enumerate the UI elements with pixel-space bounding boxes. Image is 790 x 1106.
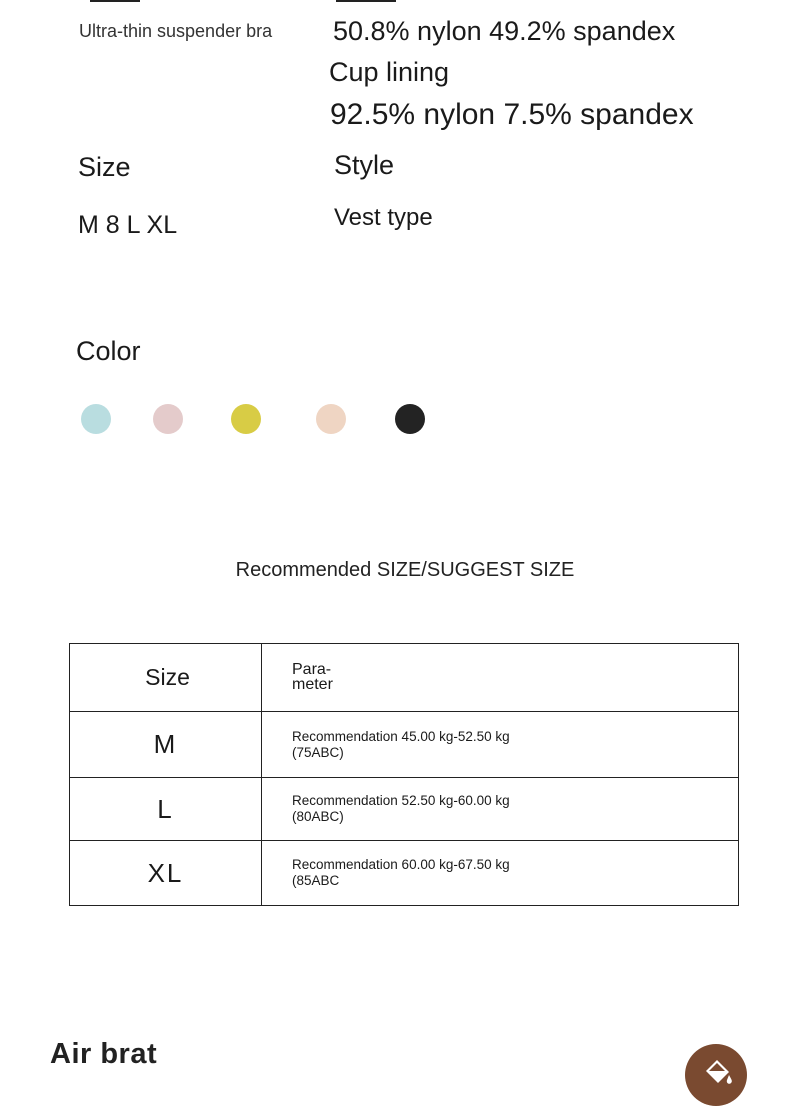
table-header-row: [70, 644, 739, 712]
recommendation-cell: [262, 841, 739, 906]
cut-off-heading-left: [90, 0, 140, 2]
style-value: Vest type: [334, 204, 433, 231]
fabric-line-1: 50.8% nylon 49.2% spandex: [333, 16, 676, 46]
size-label: Size: [78, 152, 131, 182]
color-swatch-light-blue[interactable]: [81, 404, 111, 434]
color-swatch-peach[interactable]: [316, 404, 346, 434]
size-cell: [70, 841, 262, 906]
color-swatch-black[interactable]: [395, 404, 425, 434]
size-table: [69, 643, 739, 906]
recommendation-cup: (85ABC: [292, 873, 340, 888]
size-cell: [70, 712, 262, 778]
size-cell: [70, 778, 262, 841]
product-name: Ultra-thin suspender bra: [79, 21, 273, 41]
color-label: Color: [76, 336, 141, 366]
recommendation-text: Recommendation 60.00 kg-67.50 kg: [292, 857, 510, 872]
header-size: Size: [145, 664, 190, 690]
table-row: [70, 778, 739, 841]
recommended-size-title: Recommended SIZE/SUGGEST SIZE: [235, 559, 575, 581]
size-l: L: [157, 793, 174, 824]
header-parameter-cell: [262, 644, 739, 712]
size-values: M 8 L XL: [78, 211, 178, 239]
color-swatch-pink[interactable]: [153, 404, 183, 434]
fabric-line-3: 92.5% nylon 7.5% spandex: [330, 98, 694, 131]
recommendation-cup: (75ABC): [292, 744, 344, 760]
recommendation-cell: [262, 778, 739, 841]
cut-off-heading-right: [336, 0, 396, 2]
size-xl: XL: [147, 857, 184, 888]
paint-bucket-button[interactable]: [685, 1044, 747, 1106]
size-m: M: [153, 729, 178, 759]
color-swatch-yellow[interactable]: [231, 404, 261, 434]
style-label: Style: [334, 150, 395, 180]
header-parameter: Para- meter: [292, 660, 333, 693]
fabric-line-2: Cup lining: [329, 57, 450, 87]
recommendation-cell: [262, 712, 739, 778]
recommendation-text: Recommendation 45.00 kg-52.50 kg: [292, 728, 510, 744]
recommendation-text: Recommendation 52.50 kg-60.00 kg: [292, 793, 510, 808]
table-row: [70, 841, 739, 906]
table-row: [70, 712, 739, 778]
brand-logo: Air brat: [50, 1038, 158, 1070]
paint-bucket-icon: [700, 1056, 734, 1090]
header-size-cell: [70, 644, 262, 712]
recommendation-cup: (80ABC): [292, 809, 344, 824]
